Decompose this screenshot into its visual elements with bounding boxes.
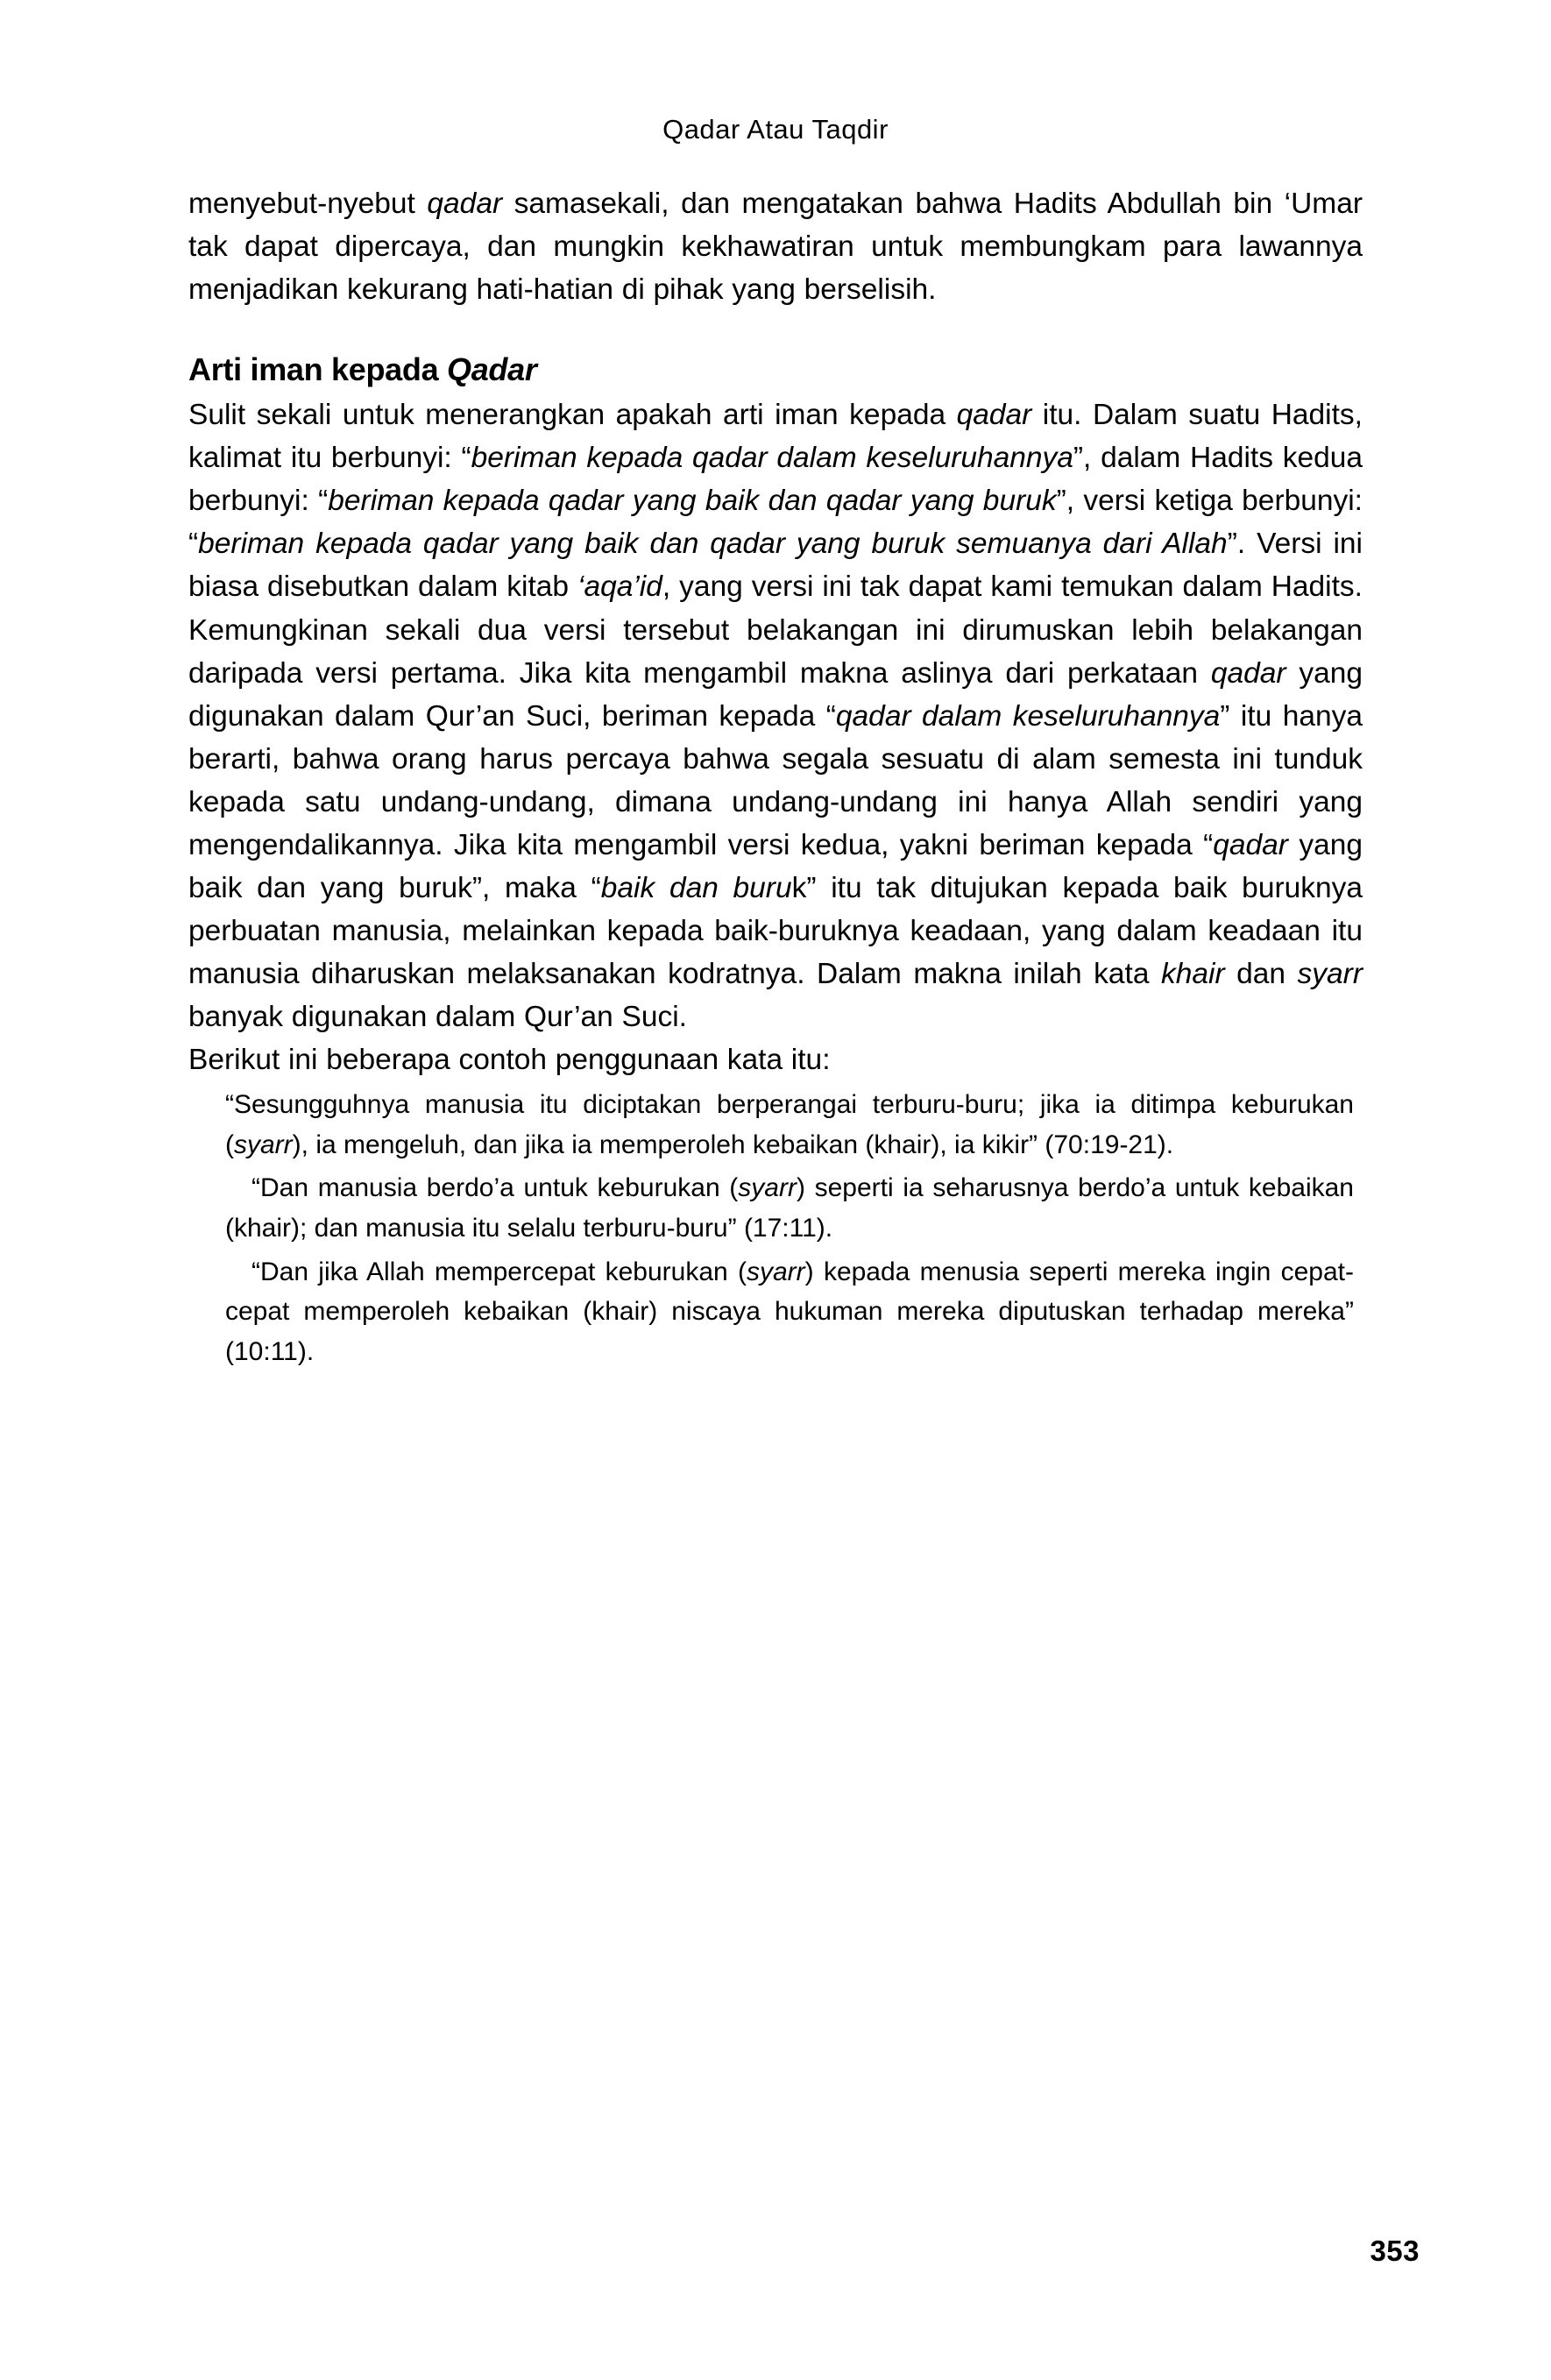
paragraph-1: menyebut-nyebut qadar samasekali, dan mengatakan bahwa Hadits Abdullah bin ‘Umar tak dapat dipercaya, dan mungkin kekhawatiran untuk membungkam para lawannya menjadikan kekurang hati-hatian di pihak yang berselisih. bbox=[188, 188, 1363, 307]
quote-2: “Dan manusia berdo’a untuk keburukan (syarr) seperti ia seharusnya berdo’a untuk kebaikan (khair); dan manusia itu selalu terburu-buru” (17:11). bbox=[225, 1173, 1354, 1243]
running-header: Qadar Atau Taqdir bbox=[662, 114, 889, 145]
page-number: 353 bbox=[1370, 2235, 1420, 2267]
section-heading-emphasis: Qadar bbox=[447, 351, 537, 388]
quote-1: “Sesungguhnya manusia itu diciptakan berperangai terburu-buru; jika ia ditimpa keburukan (syarr), ia mengeluh, dan jika ia memperoleh kebaikan (khair), ia kikir” (70:19-21). bbox=[225, 1090, 1354, 1159]
page-content bbox=[188, 145, 1363, 1371]
paragraph-2: Sulit sekali untuk menerangkan apakah arti iman kepada qadar itu. Dalam suatu Hadits, kalimat itu berbunyi: “beriman kepada qadar dalam keseluruhannya”, dalam Hadits kedua berbunyi: “beriman kepada qadar yang baik dan qadar yang buruk”, versi ketiga berbunyi: “beriman kepada qadar yang baik dan qadar yang buruk semuanya dari Allah”. Versi ini biasa disebutkan dalam kitab ‘aqa’id, yang versi ini tak dapat kami temukan dalam Hadits. Kemungkinan sekali dua versi tersebut belakangan ini dirumuskan lebih belakangan daripada versi pertama. Jika kita mengambil makna aslinya dari perkataan qadar yang digunakan dalam Qur’an Suci, beriman kepada “qadar dalam keseluruhannya” itu hanya berarti, bahwa orang harus percaya bahwa segala sesuatu di alam semesta ini tunduk kepada satu undang-undang, dimana undang-undang ini hanya Allah sendiri yang mengendalikannya. Jika kita mengambil versi kedua, yakni beriman kepada “qadar yang baik dan yang buruk”, maka “baik dan buruk” itu tak ditujukan kepada baik buruknya perbuatan manusia, melainkan kepada baik-buruknya keadaan, yang dalam keadaan itu manusia diharuskan melaksanakan kodratnya. Dalam makna inilah kata khair dan syarr banyak digunakan dalam Qur’an Suci. bbox=[188, 399, 1363, 1034]
section-heading bbox=[188, 351, 1363, 388]
section-heading-text: Arti iman kepada bbox=[188, 351, 447, 388]
paragraph-3: Berikut ini beberapa contoh penggunaan kata itu: bbox=[188, 1044, 831, 1077]
quote-3: “Dan jika Allah mempercepat keburukan (syarr) kepada menusia seperti mereka ingin cepat-cepat memperoleh kebaikan (khair) niscaya hukuman mereka diputuskan terhadap mereka” (10:11). bbox=[225, 1257, 1354, 1366]
